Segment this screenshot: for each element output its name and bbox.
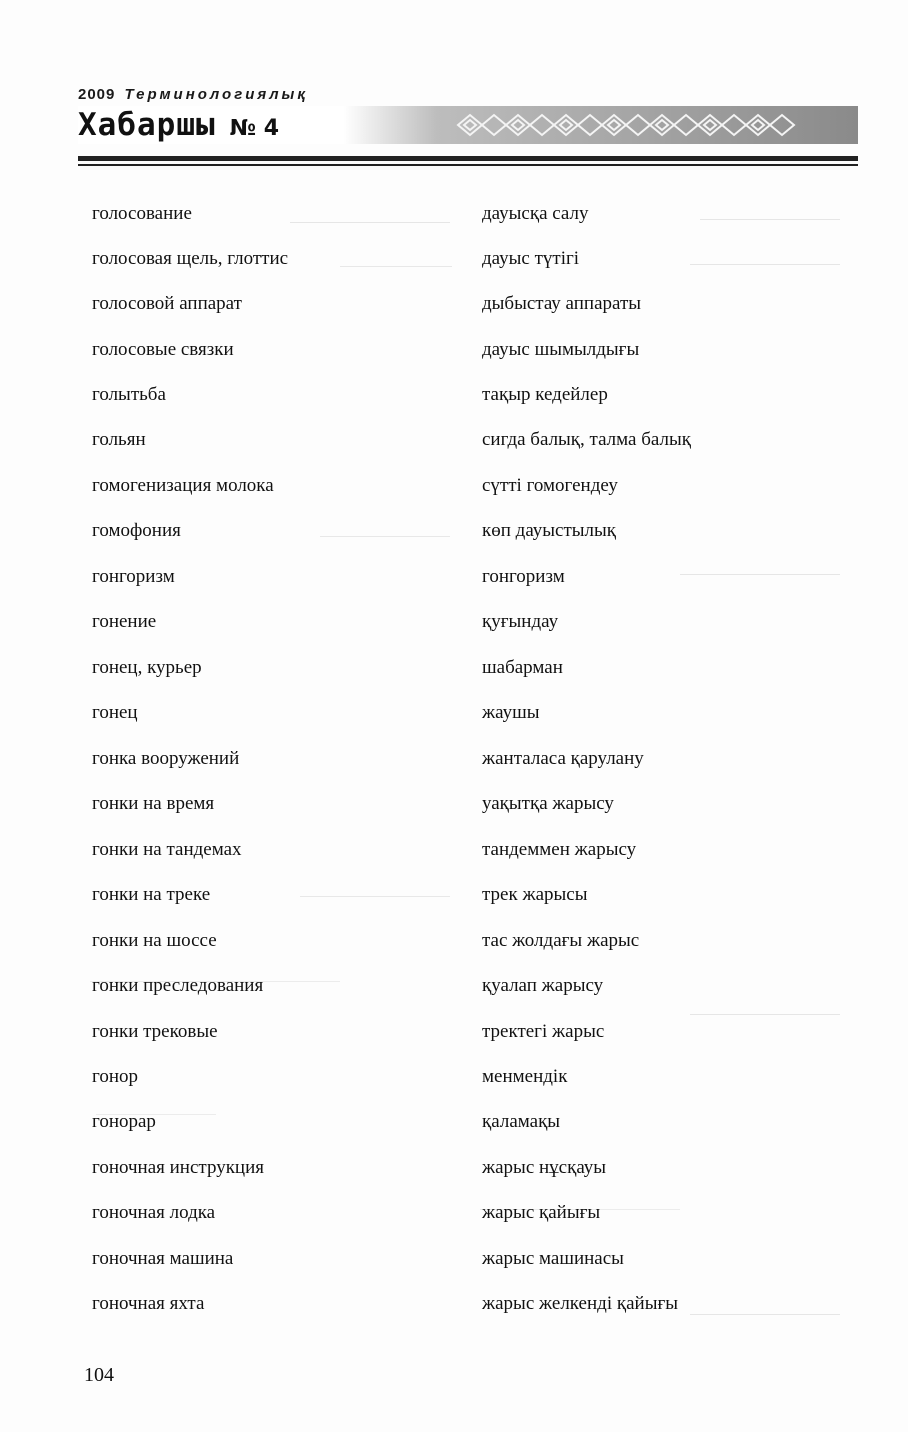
glossary-row	[0, 201, 908, 231]
kazakh-term: жарыс қайығы	[482, 1202, 601, 1223]
kazakh-term: дауысқа салу	[482, 203, 589, 224]
russian-term: гонец	[92, 702, 138, 723]
glossary-row	[0, 1019, 908, 1049]
russian-term: гонка вооружений	[92, 748, 240, 769]
russian-term: гонорар	[92, 1111, 156, 1132]
glossary-row	[0, 1246, 908, 1276]
journal-title-text: Хабаршы	[78, 107, 216, 143]
kazakh-term: сигда балық, талма балық	[482, 429, 691, 450]
kazakh-term: трек жарысы	[482, 884, 588, 905]
glossary-row	[0, 291, 908, 321]
kazakh-term: тақыр кедейлер	[482, 384, 608, 405]
kazakh-term: қуалап жарысу	[482, 975, 604, 996]
kazakh-term: менмендік	[482, 1066, 568, 1087]
glossary-row	[0, 928, 908, 958]
header-series: Терминологиялық	[124, 86, 308, 103]
glossary-row	[0, 246, 908, 276]
glossary-row	[0, 791, 908, 821]
glossary-row	[0, 1109, 908, 1139]
russian-term: гоночная лодка	[92, 1202, 216, 1223]
russian-term: голытьба	[92, 384, 166, 405]
glossary-row	[0, 746, 908, 776]
glossary-row	[0, 837, 908, 867]
glossary-row	[0, 382, 908, 412]
glossary-row	[0, 427, 908, 457]
russian-term: гонение	[92, 611, 157, 632]
glossary-row	[0, 1155, 908, 1185]
glossary-row	[0, 337, 908, 367]
kazakh-term: жанталаса қарулану	[482, 748, 644, 769]
russian-term: гонгоризм	[92, 566, 175, 587]
russian-term: гонки на время	[92, 793, 215, 814]
kazakh-term: гонгоризм	[482, 566, 565, 587]
kazakh-term: қуғындау	[482, 611, 559, 632]
kazakh-term: көп дауыстылық	[482, 520, 617, 541]
glossary-row	[0, 700, 908, 730]
russian-term: гонки на шоссе	[92, 930, 217, 951]
russian-term: гонки преследования	[92, 975, 264, 996]
glossary-row	[0, 473, 908, 503]
kazakh-term: уақытқа жарысу	[482, 793, 614, 814]
kazakh-term: жаушы	[482, 702, 540, 723]
russian-term: гоночная яхта	[92, 1293, 205, 1314]
russian-term: гольян	[92, 429, 146, 450]
russian-term: гонец, курьер	[92, 657, 202, 678]
kazakh-term: тас жолдағы жарыс	[482, 930, 640, 951]
glossary-row	[0, 1200, 908, 1230]
kazakh-term: қаламақы	[482, 1111, 561, 1132]
russian-term: гомогенизация молока	[92, 475, 274, 496]
russian-term: гонки на тандемах	[92, 839, 242, 860]
glossary-row	[0, 973, 908, 1003]
kazakh-term: тректегі жарыс	[482, 1021, 605, 1042]
page-number: 104	[84, 1364, 114, 1386]
glossary-row	[0, 518, 908, 548]
glossary-row	[0, 882, 908, 912]
kazakh-term: сүтті гомогендеу	[482, 475, 618, 496]
russian-term: гонки трековые	[92, 1021, 218, 1042]
kazakh-term: тандеммен жарысу	[482, 839, 637, 860]
kazakh-term: дауыс шымылдығы	[482, 339, 640, 360]
glossary-row	[0, 1064, 908, 1094]
russian-term: голосование	[92, 203, 192, 224]
russian-term: голосовые связки	[92, 339, 234, 360]
kazakh-term: жарыс нұсқауы	[482, 1157, 607, 1178]
kazakh-term: дауыс түтігі	[482, 248, 580, 269]
kazakh-term: жарыс желкенді қайығы	[482, 1293, 679, 1314]
glossary-row	[0, 655, 908, 685]
russian-term: гомофония	[92, 520, 181, 541]
russian-term: гонор	[92, 1066, 138, 1087]
russian-term: гоночная инструкция	[92, 1157, 265, 1178]
russian-term: голосовой аппарат	[92, 293, 242, 314]
russian-term: гоночная машина	[92, 1248, 234, 1269]
kazakh-term: жарыс машинасы	[482, 1248, 624, 1269]
glossary-row	[0, 609, 908, 639]
glossary-row	[0, 564, 908, 594]
russian-term: голосовая щель, глоттис	[92, 248, 289, 269]
kazakh-term: шабарман	[482, 657, 563, 678]
glossary-row	[0, 1291, 908, 1321]
kazakh-term: дыбыстау аппараты	[482, 293, 642, 314]
header-year: 2009	[78, 86, 116, 103]
issue-number: № 4	[229, 116, 280, 141]
russian-term: гонки на треке	[92, 884, 211, 905]
